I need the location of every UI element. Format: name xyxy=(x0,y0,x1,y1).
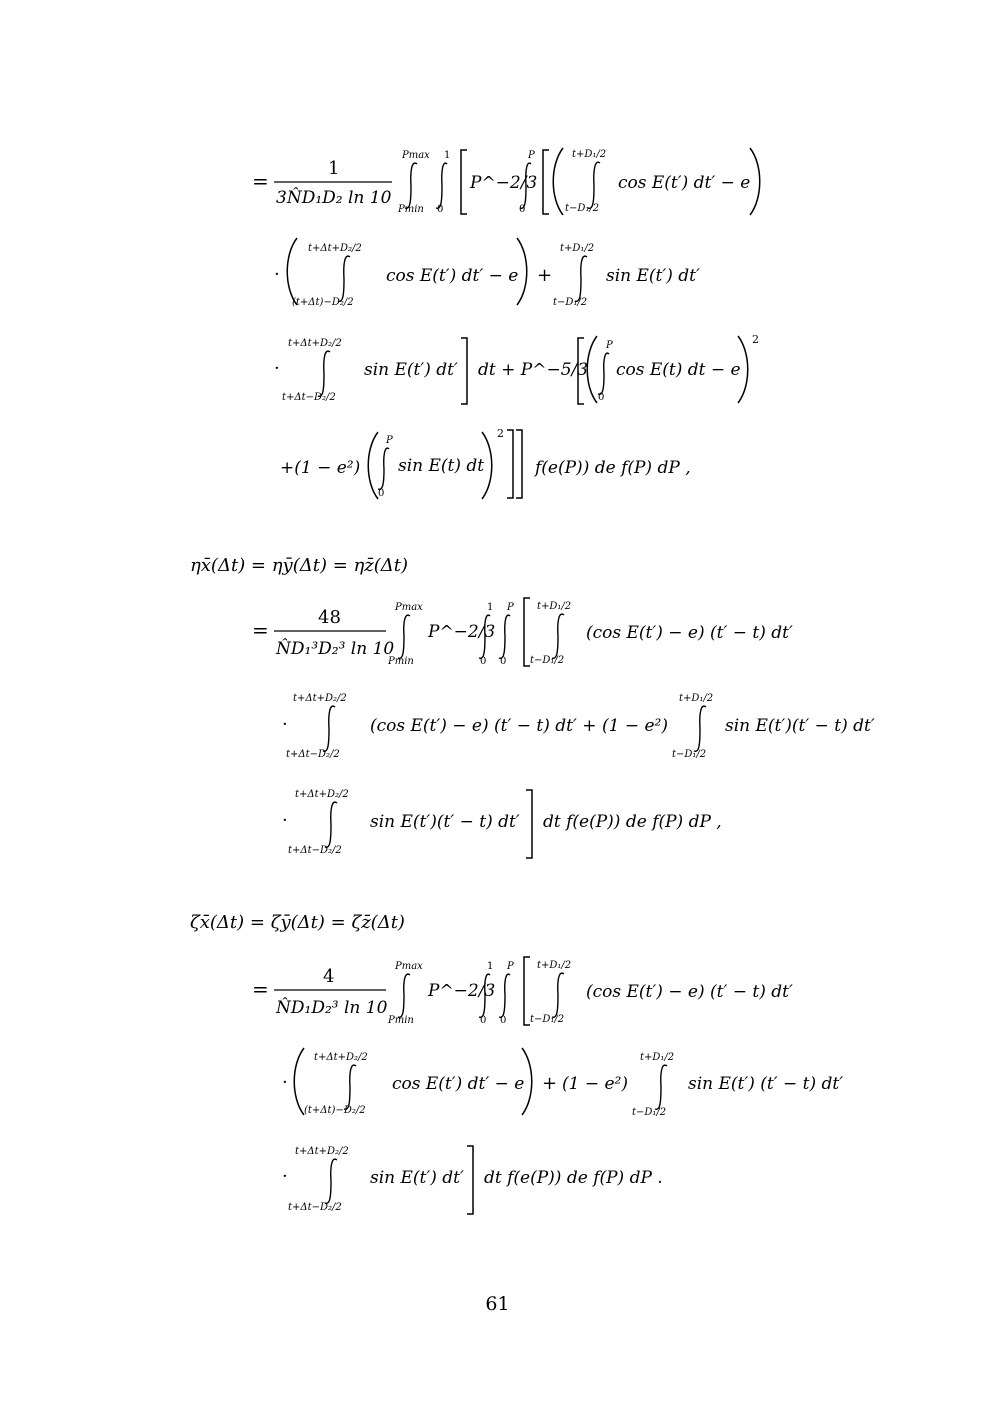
integral-sign xyxy=(598,353,609,394)
integral-limit-upper: 1 xyxy=(444,150,451,161)
factor-term: (1 − e²) xyxy=(602,716,669,736)
big-bracket-right xyxy=(516,430,522,498)
integral-limit-upper: t+Δt+D₂/2 xyxy=(314,1052,368,1063)
integrand: sin E(t′) dt′ xyxy=(364,360,458,380)
integral-limit-lower: t+Δt−D₂/2 xyxy=(282,392,336,403)
fraction-denominator: 3N̂D₁D₂ ln 10 xyxy=(276,188,392,208)
integral-limit-upper: P xyxy=(606,340,613,351)
paren-left xyxy=(287,238,297,305)
multiply-dot: · xyxy=(282,810,288,831)
integral-limit-upper: t+D₁/2 xyxy=(560,243,595,254)
integral-limit-lower: 0 xyxy=(598,392,605,403)
integrand: cos E(t′) dt′ − e xyxy=(618,173,751,193)
big-bracket-right xyxy=(467,1146,473,1214)
equals-sign: = xyxy=(252,169,269,193)
integral-limit-lower: (t+Δt)−D₂/2 xyxy=(292,297,354,308)
integral-limit-lower: t−D₁/2 xyxy=(553,297,588,308)
integral-limit-lower: 0 xyxy=(500,656,507,667)
integral-limit-lower: 0 xyxy=(437,204,444,215)
integral-sign xyxy=(575,256,587,301)
integral-limit-lower: Pmin xyxy=(388,1015,414,1026)
integral-limit-lower: 0 xyxy=(500,1015,507,1026)
exponent: 2 xyxy=(752,333,759,346)
integral-limit-upper: P xyxy=(386,435,393,446)
integral-sign xyxy=(499,615,510,658)
big-bracket-right xyxy=(526,790,532,858)
integrand: sin E(t′) (t′ − t) dt′ xyxy=(688,1074,844,1094)
paren-right xyxy=(517,238,527,305)
integrand: cos E(t) dt − e xyxy=(616,360,741,380)
integral-limit-upper: t+Δt+D₂/2 xyxy=(295,1146,349,1157)
big-bracket-left xyxy=(543,150,549,214)
integral-sign xyxy=(405,163,417,208)
integral-limit-upper: Pmax xyxy=(395,961,423,972)
integral-limit-lower: t−D₁/2 xyxy=(565,203,600,214)
fraction-numerator: 1 xyxy=(328,158,340,179)
big-bracket-left xyxy=(461,150,467,214)
integral-limit-lower: t−D₁/2 xyxy=(672,749,707,760)
paren-left xyxy=(587,336,597,403)
integral-limit-upper: P xyxy=(507,961,514,972)
integrand: cos E(t′) dt′ − e xyxy=(392,1074,525,1094)
integral-sign xyxy=(338,256,350,301)
trailing-term: dt f(e(P)) de f(P) dP . xyxy=(484,1168,663,1188)
plus-sign: + xyxy=(537,265,553,286)
integral-sign xyxy=(318,351,330,396)
plus-sign: + xyxy=(542,1073,558,1094)
integral-limit-lower: t−D₁/2 xyxy=(632,1107,667,1118)
integral-sign xyxy=(552,973,564,1017)
multiply-dot: · xyxy=(282,714,288,735)
integral-sign xyxy=(344,1065,356,1109)
integral-limit-lower: 0 xyxy=(480,656,487,667)
integral-limit-lower: t+Δt−D₂/2 xyxy=(286,749,340,760)
integral-limit-upper: P xyxy=(528,150,535,161)
fraction-numerator: 48 xyxy=(318,607,341,628)
integral-sign xyxy=(499,974,510,1017)
integral-limit-upper: 1 xyxy=(487,602,494,613)
integrand: sin E(t) dt xyxy=(398,456,485,476)
integrand: sin E(t′) dt′ xyxy=(370,1168,464,1188)
integral-sign xyxy=(378,448,389,489)
equation-heading: ηx̄(Δt) = ηȳ(Δt) = ηz̄(Δt) xyxy=(190,555,409,576)
integral-limit-upper: t+D₁/2 xyxy=(572,149,607,160)
integral-limit-upper: 1 xyxy=(487,961,494,972)
multiply-dot: · xyxy=(274,264,280,285)
multiply-dot: · xyxy=(274,358,280,379)
integrand: sin E(t′) dt′ xyxy=(606,266,700,286)
integral-limit-upper: P xyxy=(507,602,514,613)
integral-sign xyxy=(325,1159,337,1203)
equals-sign: = xyxy=(252,977,269,1001)
integrand: sin E(t′)(t′ − t) dt′ xyxy=(370,812,520,832)
paren-left xyxy=(294,1048,304,1115)
factor-term: (1 − e²) xyxy=(562,1074,629,1094)
fraction-denominator: N̂D₁³D₂³ ln 10 xyxy=(276,639,395,659)
integral-sign xyxy=(325,802,337,847)
integral-limit-lower: Pmin xyxy=(398,204,424,215)
integrand: (cos E(t′) − e) (t′ − t) dt′ + xyxy=(370,716,597,736)
integrand: cos E(t′) dt′ − e xyxy=(386,266,519,286)
integral-limit-lower: t+Δt−D₂/2 xyxy=(288,1202,342,1213)
integral-sign xyxy=(588,162,600,208)
integral-sign xyxy=(552,614,564,658)
paren-left xyxy=(553,148,563,215)
fraction-numerator: 4 xyxy=(323,966,335,987)
trailing-term: f(e(P)) de f(P) dP , xyxy=(535,458,691,478)
integral-limit-upper: t+Δt+D₂/2 xyxy=(308,243,362,254)
integral-limit-upper: t+D₁/2 xyxy=(679,693,714,704)
power-term: P^−2/3 xyxy=(428,622,496,642)
integrand: (cos E(t′) − e) (t′ − t) dt′ xyxy=(586,623,793,643)
integral-sign xyxy=(436,163,447,208)
big-bracket-right xyxy=(507,430,513,498)
integral-limit-upper: t+Δt+D₂/2 xyxy=(295,789,349,800)
exponent: 2 xyxy=(497,427,504,440)
integral-limit-lower: (t+Δt)−D₂/2 xyxy=(304,1105,366,1116)
integral-sign xyxy=(323,706,335,751)
integral-limit-lower: t+Δt−D₂/2 xyxy=(288,845,342,856)
page-number: 61 xyxy=(485,1293,510,1315)
integral-limit-upper: t+Δt+D₂/2 xyxy=(293,693,347,704)
differential-term: dt + P^−5/3 xyxy=(478,360,589,380)
integral-sign xyxy=(398,615,410,658)
integral-sign xyxy=(694,706,706,751)
fraction-denominator: N̂D₁D₂³ ln 10 xyxy=(276,998,388,1018)
integrand: sin E(t′)(t′ − t) dt′ xyxy=(725,716,875,736)
trailing-term: dt f(e(P)) de f(P) dP , xyxy=(543,812,722,832)
integral-limit-lower: 0 xyxy=(480,1015,487,1026)
integral-limit-upper: t+D₁/2 xyxy=(640,1052,675,1063)
paren-left xyxy=(368,432,378,499)
power-term: P^−2/3 xyxy=(470,173,538,193)
integral-sign xyxy=(398,974,410,1017)
multiply-dot: · xyxy=(282,1166,288,1187)
equation-block-2 xyxy=(0,540,995,870)
multiply-dot: · xyxy=(282,1072,288,1093)
equation-heading: ζx̄(Δt) = ζȳ(Δt) = ζz̄(Δt) xyxy=(190,912,405,933)
integral-limit-upper: t+D₁/2 xyxy=(537,601,572,612)
integral-limit-lower: 0 xyxy=(378,488,385,499)
integral-limit-lower: Pmin xyxy=(388,656,414,667)
equation-block-1 xyxy=(0,0,995,520)
big-bracket-right xyxy=(461,338,467,404)
integrand: (cos E(t′) − e) (t′ − t) dt′ xyxy=(586,982,793,1002)
integral-limit-upper: t+D₁/2 xyxy=(537,960,572,971)
prefix-term: +(1 − e²) xyxy=(280,458,361,478)
integral-sign xyxy=(655,1065,667,1109)
integral-limit-lower: t−D₁/2 xyxy=(530,1014,565,1025)
integral-limit-lower: t−D₁/2 xyxy=(530,655,565,666)
integral-limit-upper: Pmax xyxy=(395,602,423,613)
integral-limit-upper: Pmax xyxy=(402,150,430,161)
paren-right xyxy=(750,148,760,215)
integral-limit-upper: t+Δt+D₂/2 xyxy=(288,338,342,349)
power-term: P^−2/3 xyxy=(428,981,496,1001)
equals-sign: = xyxy=(252,618,269,642)
equation-block-3 xyxy=(0,895,995,1225)
integral-limit-lower: 0 xyxy=(519,204,526,215)
